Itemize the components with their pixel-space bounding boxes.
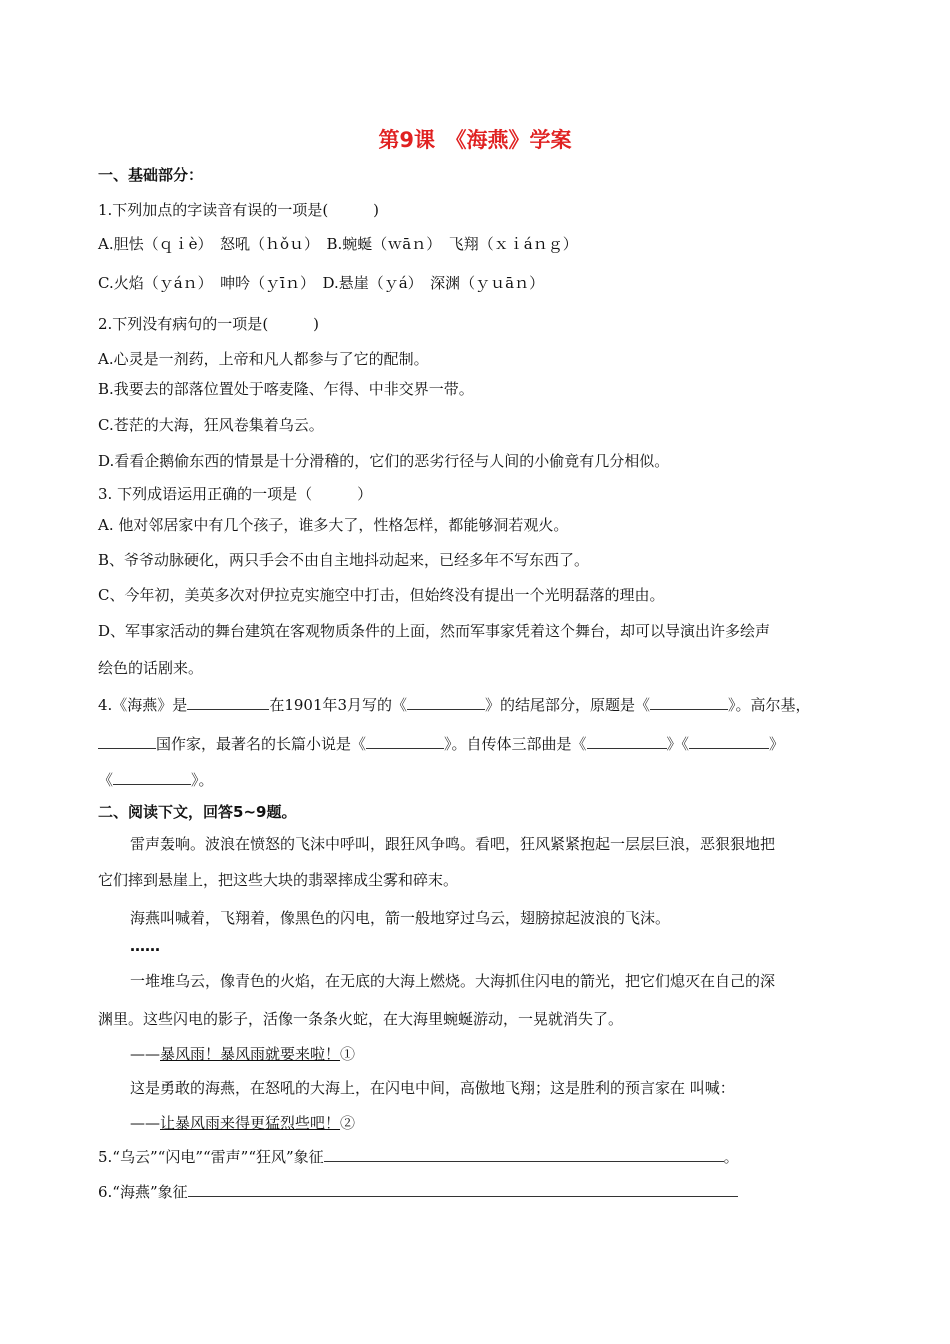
q4-blank-novel[interactable] — [366, 734, 444, 749]
q4-blank-original-title[interactable] — [650, 695, 728, 710]
dash: —— — [130, 1045, 160, 1063]
q4-blank-nationality[interactable] — [98, 734, 156, 749]
q4-text: 在1901年3月写的《 — [269, 696, 408, 714]
question-3-option-a: A. 他对邻居家中有几个孩子，谁多大了，性格怎样，都能够洞若观火。 — [98, 516, 569, 534]
passage-ellipsis: …… — [130, 937, 160, 955]
dash: —— — [130, 1114, 160, 1132]
question-2-option-a: A.心灵是一剂药，上帝和凡人都参与了它的配制。 — [98, 350, 429, 368]
q4-blank-author-country[interactable] — [187, 695, 269, 710]
passage-sentence-2 — [130, 1112, 355, 1134]
q4-blank-trilogy-1[interactable] — [587, 734, 667, 749]
question-5 — [98, 1146, 739, 1168]
q4-text: 》。高尔基， — [728, 696, 811, 714]
passage-para-1-cont: 它们摔到悬崖上，把这些大块的翡翠摔成尘雾和碎末。 — [98, 871, 459, 889]
q4-text: 》 — [769, 735, 785, 753]
question-4-line-1 — [98, 694, 811, 716]
question-4-line-2 — [98, 733, 784, 755]
q4-text: 国作家，最著名的长篇小说是《 — [156, 735, 367, 753]
question-1-options-cd: C.火焰（ｙáｎ） 呻吟（ｙīｎ） D.悬崖（ｙá） 深渊（ｙｕāｎ） — [98, 274, 545, 292]
q4-text: 《 — [98, 771, 114, 789]
underlined-sentence-2: 让暴风雨来得更猛烈些吧！ — [160, 1114, 341, 1132]
q4-blank-trilogy-3[interactable] — [113, 770, 191, 785]
question-2-option-c: C.苍茫的大海，狂风卷集着乌云。 — [98, 416, 324, 434]
q5-end: 。 — [723, 1148, 739, 1166]
passage-para-1: 雷声轰响。波浪在愤怒的飞沫中呼叫，跟狂风争鸣。看吧，狂风紧紧抱起一层层巨浪，恶狠狠地把 — [130, 835, 776, 853]
q6-stem: 6.“海燕”象征 — [98, 1183, 188, 1201]
passage-para-3-cont: 渊里。这些闪电的影子，活像一条条火蛇，在大海里蜿蜒游动，一晃就消失了。 — [98, 1010, 624, 1028]
question-2-option-d: D.看看企鹅偷东西的情景是十分滑稽的，它们的恶劣行径与人间的小偷竟有几分相似。 — [98, 452, 670, 470]
underlined-sentence-1: 暴风雨！暴风雨就要来啦！ — [160, 1045, 341, 1063]
question-3-option-d-cont: 绘色的话剧来。 — [98, 659, 204, 677]
section-heading-basics: 一、基础部分： — [98, 166, 204, 184]
passage-para-3: 一堆堆乌云，像青色的火焰，在无底的大海上燃烧。大海抓住闪电的箭光，把它们熄灭在自己的深 — [130, 972, 776, 990]
question-1-options-ab: A.胆怯（ｑｉè） 怒吼（ｈǒｕ） B.蜿蜒（ｗāｎ） 飞翔（ｘｉáｎｇ） — [98, 235, 578, 253]
q4-text: 》。 — [191, 771, 214, 789]
q5-answer-blank[interactable] — [324, 1147, 724, 1162]
question-1-stem: 1.下列加点的字读音有误的一项是( ) — [98, 201, 380, 219]
q4-text: 4.《海燕》是 — [98, 696, 188, 714]
q5-stem: 5.“乌云”“闪电”“雷声”“狂风”象征 — [98, 1148, 324, 1166]
question-2-stem: 2.下列没有病句的一项是( ) — [98, 315, 320, 333]
question-3-option-c: C、今年初，美英多次对伊拉克实施空中打击，但始终没有提出一个光明磊落的理由。 — [98, 586, 665, 604]
q4-blank-trilogy-2[interactable] — [689, 734, 769, 749]
question-3-stem: 3. 下列成语运用正确的一项是（ ） — [98, 485, 373, 503]
q6-answer-blank[interactable] — [188, 1182, 738, 1197]
passage-para-2: 海燕叫喊着，飞翔着，像黑色的闪电，箭一般地穿过乌云，翅膀掠起波浪的飞沫。 — [130, 909, 671, 927]
section-heading-reading: 二、阅读下文，回答5~9题。 — [98, 803, 297, 821]
marker-2: ② — [340, 1114, 356, 1132]
passage-para-4: 这是勇敢的海燕，在怒吼的大海上，在闪电中间，高傲地飞翔；这是胜利的预言家在 叫喊： — [130, 1079, 735, 1097]
q4-text: 》的结尾部分，原题是《 — [485, 696, 651, 714]
question-4-line-3 — [98, 769, 214, 791]
passage-sentence-1 — [130, 1043, 355, 1065]
q4-text: 》《 — [666, 735, 690, 753]
question-3-option-b: B、爷爷动脉硬化，两只手会不由自主地抖动起来，已经多年不写东西了。 — [98, 551, 590, 569]
question-6 — [98, 1181, 738, 1203]
question-2-option-b: B.我要去的部落位置处于喀麦隆、乍得、中非交界一带。 — [98, 380, 474, 398]
marker-1: ① — [340, 1045, 356, 1063]
question-3-option-d: D、军事家活动的舞台建筑在客观物质条件的上面，然而军事家凭着这个舞台，却可以导演出许多绘声 — [98, 622, 771, 640]
q4-text: 》。自传体三部曲是《 — [444, 735, 587, 753]
q4-blank-work[interactable] — [407, 695, 485, 710]
page-title: 第9课 《海燕》学案 — [378, 128, 572, 152]
